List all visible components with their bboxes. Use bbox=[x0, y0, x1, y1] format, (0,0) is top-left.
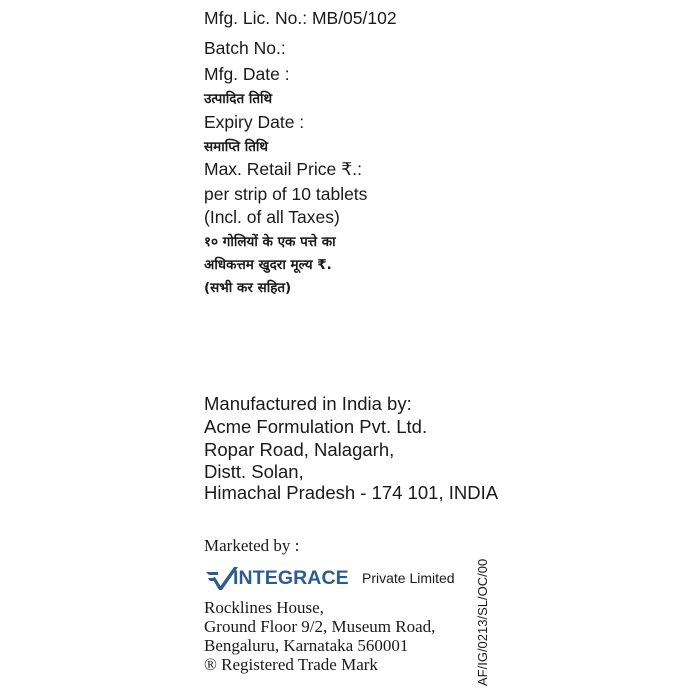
mrp-label: Max. Retail Price ₹.: bbox=[204, 159, 362, 179]
marketer-address-3: Bengaluru, Karnataka 560001 bbox=[204, 636, 409, 655]
hindi-strip-text: १० गोलियों के एक पत्ते का bbox=[204, 234, 336, 250]
marketer-address-2: Ground Floor 9/2, Museum Road, bbox=[204, 617, 436, 636]
registered-trademark-note: ® Registered Trade Mark bbox=[204, 655, 378, 674]
integrace-logo bbox=[204, 566, 464, 592]
left-margin bbox=[0, 0, 182, 700]
marketer-address-1: Rocklines House, bbox=[204, 598, 324, 617]
incl-taxes-text: (Incl. of all Taxes) bbox=[204, 207, 340, 227]
per-strip-text: per strip of 10 tablets bbox=[204, 184, 368, 204]
manufacturer-name: Acme Formulation Pvt. Ltd. bbox=[204, 416, 428, 437]
mfg-date-label-hindi: उत्पादित तिथि bbox=[204, 91, 273, 107]
artwork-code: AF/IG/0213/SL/OC/00 bbox=[475, 558, 490, 686]
manufacturer-address-3: Himachal Pradesh - 174 101, INDIA bbox=[204, 482, 499, 503]
manufacturer-address-2: Distt. Solan, bbox=[204, 461, 304, 482]
mfg-date-label: Mfg. Date : bbox=[204, 64, 290, 84]
mfg-license-number: Mfg. Lic. No.: MB/05/102 bbox=[204, 8, 397, 28]
integrace-brand-name: INTEGRACE bbox=[233, 567, 349, 589]
expiry-date-label-hindi: समाप्ति तिथि bbox=[204, 139, 269, 155]
hindi-taxes-text: (सभी कर सहित) bbox=[204, 280, 292, 296]
manufacturer-address-1: Ropar Road, Nalagarh, bbox=[204, 439, 395, 460]
marketed-by-heading: Marketed by : bbox=[204, 536, 300, 555]
hindi-mrp-text: अधिकत्तम खुदरा मूल्य ₹. bbox=[204, 257, 332, 273]
batch-number-label: Batch No.: bbox=[204, 38, 286, 58]
brand-suffix: Private Limited bbox=[362, 570, 455, 586]
expiry-date-label: Expiry Date : bbox=[204, 112, 305, 132]
manufactured-by-heading: Manufactured in India by: bbox=[204, 393, 412, 414]
